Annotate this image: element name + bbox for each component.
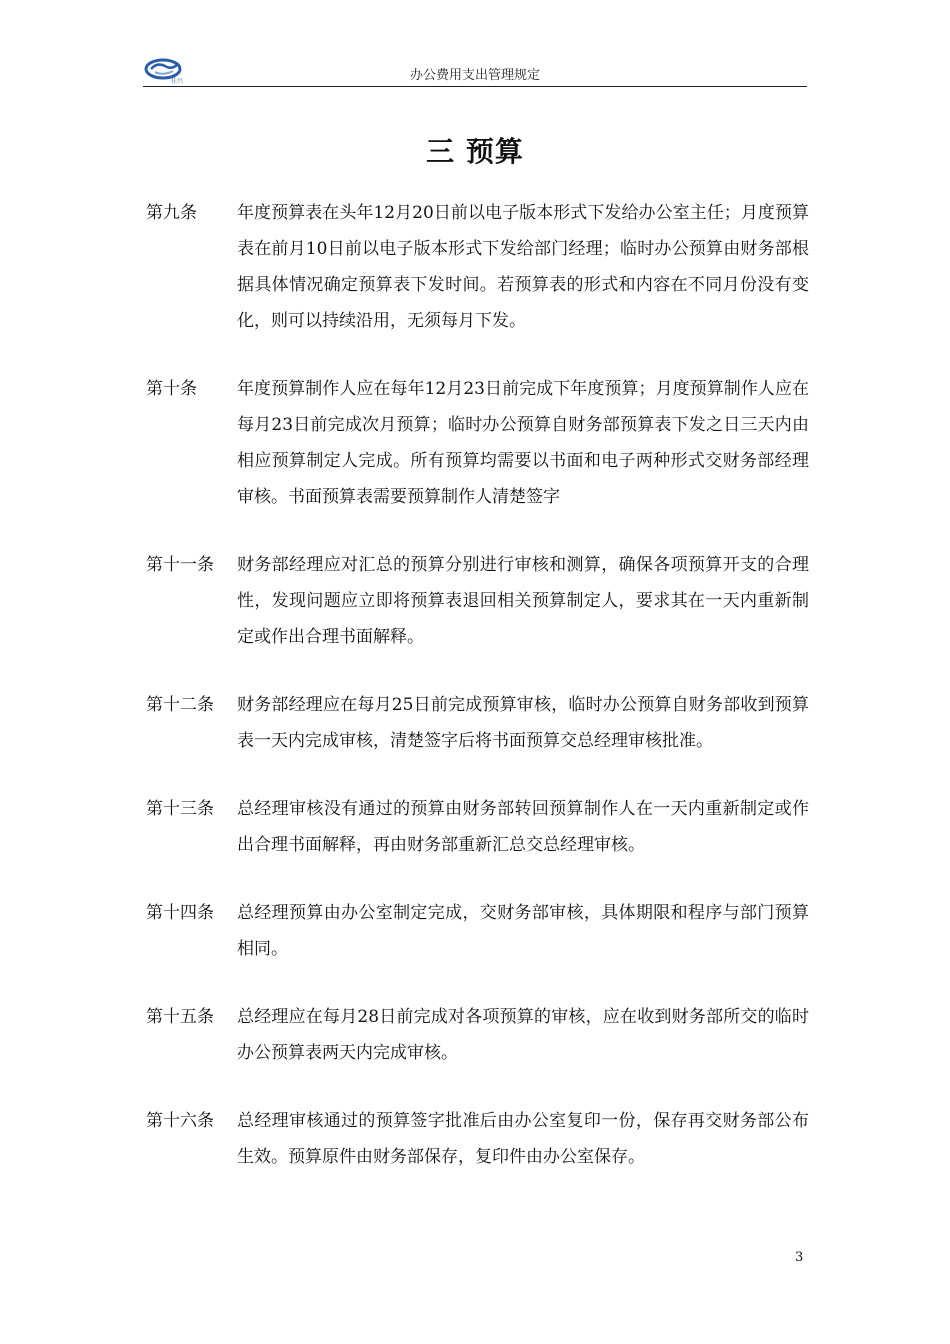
article-text: 总经理预算由办公室制定完成，交财务部审核，具体期限和程序与部门预算相同。: [237, 903, 809, 959]
article-text: 年度预算制作人应在每年12月23日前完成下年度预算；月度预算制作人应在每月23日前完成次月预算；临时办公预算自财务部预算表下发之日三天内由相应预算制定人完成。所有预算均需要以书面和电子两种形式交财务部经理审核。书面预算表需要预算制作人清楚签字: [237, 379, 809, 507]
article-16: [146, 1103, 810, 1175]
article-number: 第十条: [146, 379, 197, 399]
page-header: [143, 56, 807, 87]
article-number: 第十三条: [146, 799, 214, 819]
article-11: [146, 547, 810, 655]
section-title: 三 预算: [426, 135, 524, 168]
article-text: 年度预算表在头年12月20日前以电子版本形式下发给办公室主任；月度预算表在前月10日前以电子版本形式下发给部门经理；临时办公预算由财务部根据具体情况确定预算表下发时间。若预算表的形式和内容在不同月份没有变化，则可以持续沿用，无须每月下发。: [237, 203, 809, 331]
article-13: [146, 791, 810, 863]
article-10: [146, 371, 810, 515]
article-number: 第十二条: [146, 695, 214, 715]
article-number: 第十四条: [146, 903, 214, 923]
article-14: [146, 895, 810, 967]
article-number: 第十一条: [146, 555, 214, 575]
page-number: 3: [795, 1250, 804, 1265]
article-text: 财务部经理应在每月25日前完成预算审核，临时办公预算自财务部收到预算表一天内完成审核，清楚签字后将书面预算交总经理审核批准。: [237, 695, 809, 751]
article-list: [146, 195, 810, 1207]
article-number: 第九条: [146, 203, 197, 223]
article-text: 总经理审核通过的预算签字批准后由办公室复印一份，保存再交财务部公布生效。预算原件由财务部保存，复印件由办公室保存。: [237, 1111, 809, 1167]
header-title: 办公费用支出管理规定: [409, 68, 540, 83]
logo-text: 佳兴: [171, 78, 184, 84]
article-12: [146, 687, 810, 759]
article-number: 第十六条: [146, 1111, 214, 1131]
article-number: 第十五条: [146, 1007, 214, 1027]
article-text: 财务部经理应对汇总的预算分别进行审核和测算，确保各项预算开支的合理性，发现问题应立即将预算表退回相关预算制定人，要求其在一天内重新制定或作出合理书面解释。: [237, 555, 809, 647]
article-text: 总经理应在每月28日前完成对各项预算的审核，应在收到财务部所交的临时办公预算表两天内完成审核。: [237, 1007, 809, 1063]
article-9: [146, 195, 810, 339]
article-text: 总经理审核没有通过的预算由财务部转回预算制作人在一天内重新制定或作出合理书面解释，再由财务部重新汇总交总经理审核。: [237, 799, 809, 855]
article-15: [146, 999, 810, 1071]
